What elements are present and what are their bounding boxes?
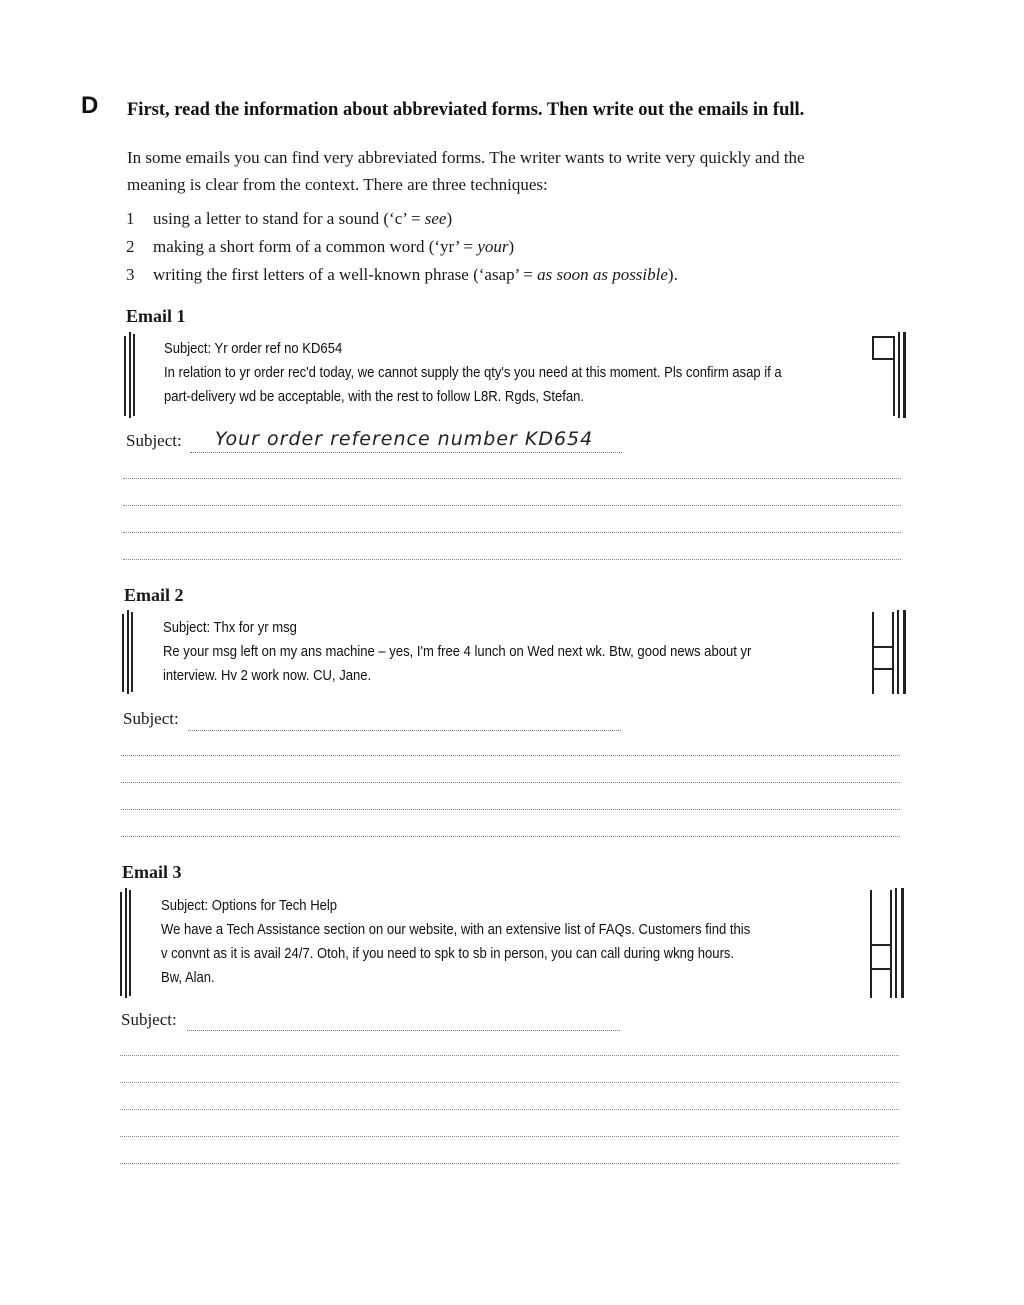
email-body-line: v convnt as it is avail 24/7. Otoh, if you need to spk to sb in person, you can call during wkng hours. <box>161 946 735 962</box>
technique-example: as soon as possible <box>537 265 668 284</box>
email-2-heading: Email 2 <box>124 585 184 605</box>
subject-label: Subject: <box>126 431 182 450</box>
answer-line[interactable] <box>120 1163 899 1164</box>
right-border-bars <box>870 888 907 998</box>
intro-line: In some emails you can find very abbreviated forms. The writer wants to write very quickly and the <box>127 148 805 167</box>
email-subject: Subject: Yr order ref no KD654 <box>164 341 343 357</box>
email-body-line: Re your msg left on my ans machine – yes, I'm free 4 lunch on Wed next wk. Btw, good news about yr <box>163 644 752 660</box>
handwritten-answer: Your order reference number KD654 <box>215 428 594 450</box>
email-subject: Subject: Thx for yr msg <box>163 620 297 636</box>
answer-line[interactable] <box>121 809 900 810</box>
technique-close: ). <box>667 265 678 284</box>
technique-example: see <box>424 209 447 228</box>
email-body-line: interview. Hv 2 work now. CU, Jane. <box>163 668 372 684</box>
technique-text: writing the first letters of a well-known phrase (‘asap’ = <box>153 265 538 284</box>
technique-number: 3 <box>126 265 135 284</box>
answer-line[interactable] <box>123 532 901 533</box>
answer-line[interactable] <box>120 1082 899 1083</box>
email-2-text <box>163 616 751 688</box>
email-1-heading: Email 1 <box>126 306 186 326</box>
technique-item <box>126 205 678 233</box>
technique-text: making a short form of a common word (‘yr’ = <box>153 237 478 256</box>
techniques-list <box>126 205 678 289</box>
email-3-text <box>161 894 750 990</box>
technique-item <box>126 261 678 289</box>
technique-text: using a letter to stand for a sound (‘c’ = <box>153 209 425 228</box>
answer-line[interactable] <box>121 755 900 756</box>
email-body-line: In relation to yr order rec'd today, we cannot supply the qty's you need at this moment. Pls confirm asap if a <box>164 365 782 381</box>
section-letter: D <box>81 92 99 119</box>
intro-paragraph <box>127 144 897 198</box>
email-2-box <box>122 610 908 694</box>
email-body-line: part-delivery wd be acceptable, with the rest to follow L8R. Rgds, Stefan. <box>164 389 584 405</box>
subject-label: Subject: <box>121 1010 177 1029</box>
technique-number: 2 <box>126 237 135 256</box>
subject-label: Subject: <box>123 709 179 728</box>
technique-number: 1 <box>126 209 135 228</box>
subject-answer-line[interactable] <box>187 1016 620 1031</box>
email-3-box <box>120 888 907 998</box>
email-subject: Subject: Options for Tech Help <box>161 898 338 914</box>
answer-line[interactable] <box>123 478 901 479</box>
technique-close: ) <box>446 209 453 228</box>
technique-close: ) <box>508 237 515 256</box>
right-border-bars <box>872 610 908 694</box>
technique-example: your <box>477 237 509 256</box>
answer-line[interactable] <box>121 782 900 783</box>
answer-line[interactable] <box>123 559 901 560</box>
email-body-line: We have a Tech Assistance section on our website, with an extensive list of FAQs. Customers find this <box>161 922 751 938</box>
technique-item <box>126 233 678 261</box>
answer-line[interactable] <box>121 836 900 837</box>
email-1-text <box>164 337 782 409</box>
exercise-instruction: First, read the information about abbreviated forms. Then write out the emails in full. <box>127 100 805 120</box>
answer-line[interactable] <box>120 1109 899 1110</box>
intro-line: meaning is clear from the context. There are three techniques: <box>127 175 548 194</box>
answer-line[interactable] <box>120 1055 899 1056</box>
answer-line[interactable] <box>123 505 901 506</box>
email-3-heading: Email 3 <box>122 862 182 882</box>
email-1-box <box>124 332 909 418</box>
right-border-bars <box>872 332 909 418</box>
answer-line[interactable] <box>120 1136 899 1137</box>
email-body-line: Bw, Alan. <box>161 970 215 986</box>
subject-answer-line[interactable] <box>188 716 621 731</box>
